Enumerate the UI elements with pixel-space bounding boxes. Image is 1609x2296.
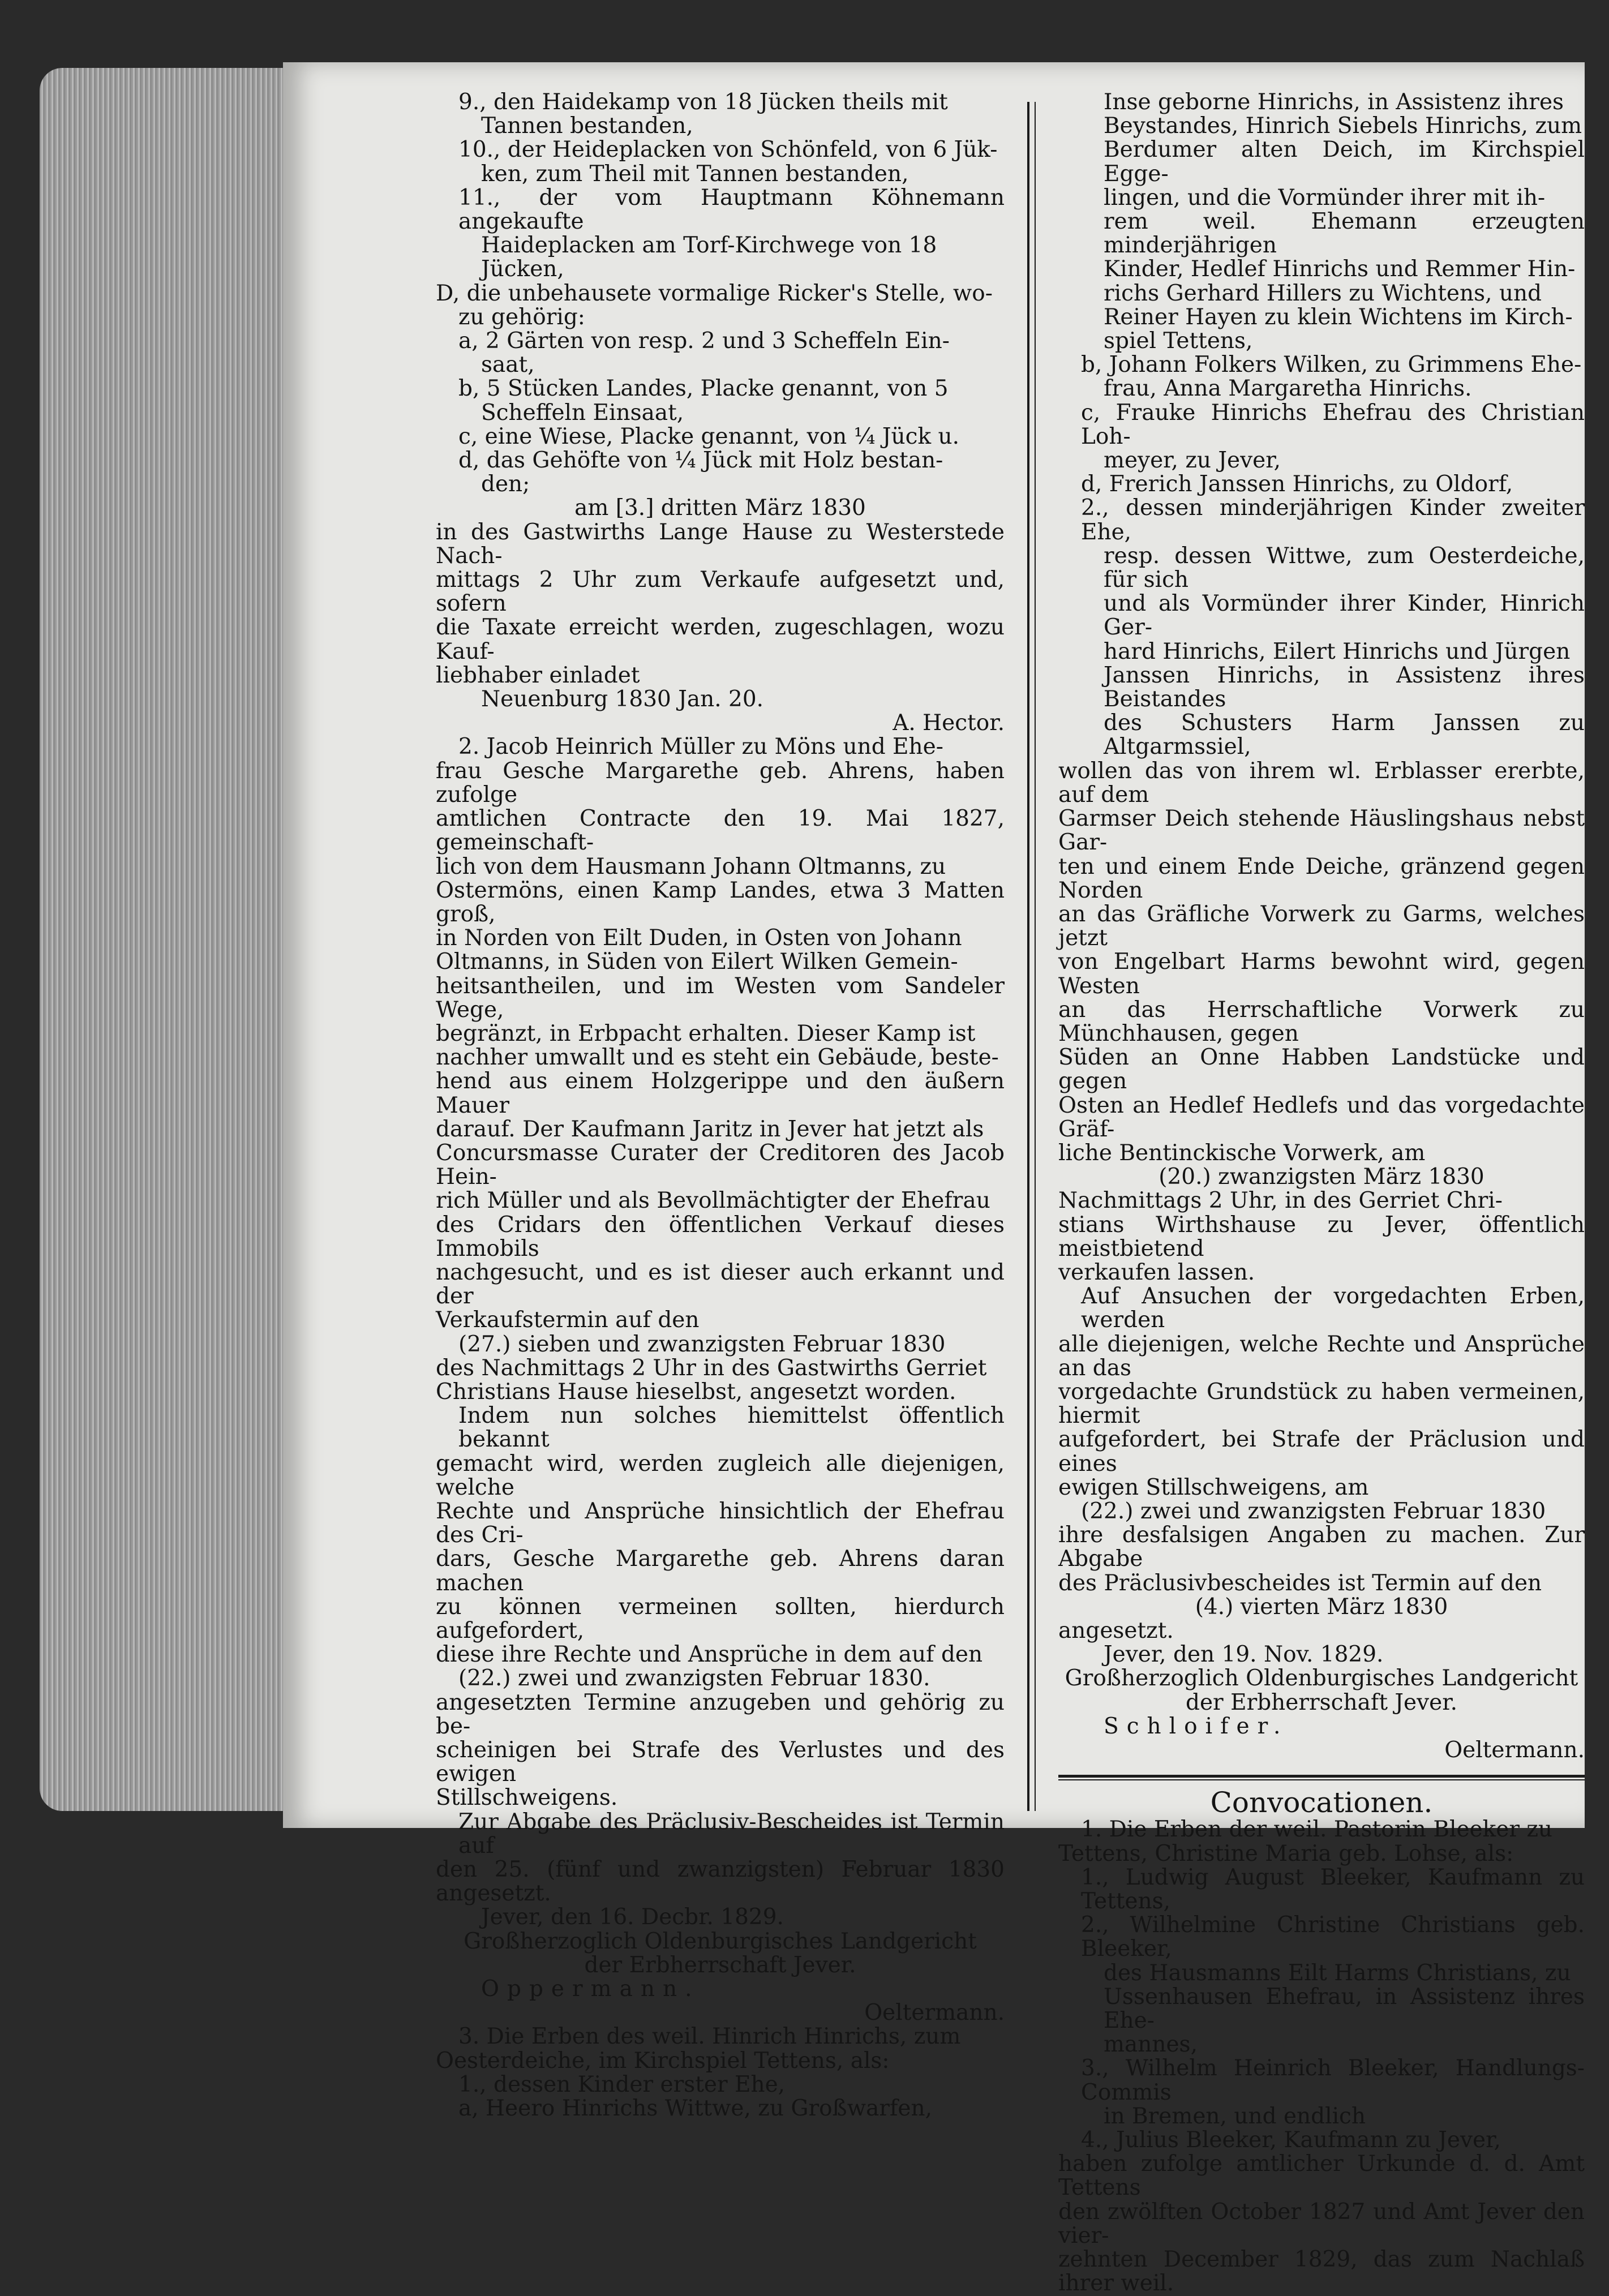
text-line: Verkaufstermin auf den: [436, 1307, 700, 1333]
text-line: saat,: [481, 352, 535, 378]
text-line: 2., dessen minderjährigen Kinder zweiter Ehe,: [1081, 495, 1585, 545]
text-line: d, Frerich Janssen Hinrichs, zu Oldorf,: [1081, 471, 1513, 497]
text-line: (4.) vierten März 1830: [1195, 1594, 1448, 1620]
text-line: richs Gerhard Hillers zu Wichtens, und: [1104, 280, 1542, 306]
text-line: A. Hector.: [893, 710, 1005, 736]
text-line: (27.) sieben und zwanzigsten Februar 1830: [458, 1331, 946, 1357]
text-line: Christians Hause hieselbst, angesetzt worden.: [436, 1379, 956, 1405]
text-line: amtlichen Contracte den 19. Mai 1827, gemeinschaft-: [436, 806, 1005, 856]
text-line: des Nachmittags 2 Uhr in des Gastwirths Gerriet: [436, 1355, 987, 1381]
text-line: liche Bentinckische Vorwerk, am: [1058, 1140, 1426, 1166]
text-line: Tannen bestanden,: [481, 113, 693, 139]
text-line: an das Gräfliche Vorwerk zu Garms, welches jetzt: [1058, 901, 1585, 951]
text-line: gemacht wird, werden zugleich alle diejenigen, welche: [436, 1450, 1005, 1500]
text-line: Inse geborne Hinrichs, in Assistenz ihres: [1104, 89, 1564, 115]
text-line: Osten an Hedlef Hedlefs und das vorgedachte Gräf-: [1058, 1092, 1585, 1142]
text-line: Tettens, Christine Maria geb. Lohse, als:: [1058, 1840, 1514, 1866]
text-line: Auf Ansuchen der vorgedachten Erben, werden: [1081, 1284, 1585, 1333]
text-line: D, die unbehausete vormalige Ricker's Stelle, wo-: [436, 280, 993, 306]
text-line: darauf. Der Kaufmann Jaritz in Jever hat jetzt als: [436, 1116, 984, 1142]
text-line: und als Vormünder ihrer Kinder, Hinrich Ger-: [1104, 591, 1585, 641]
text-line: des Hausmanns Eilt Harms Christians, zu: [1104, 1960, 1571, 1986]
text-line: zu können vermeinen sollten, hierdurch aufgefordert,: [436, 1594, 1005, 1643]
text-line: den 25. (fünf und zwanzigsten) Februar 1830 angesetzt.: [436, 1857, 1005, 1907]
text-line: an das Herrschaftliche Vorwerk zu Münchhausen, gegen: [1058, 997, 1585, 1046]
text-line: den zwölften October 1827 und Amt Jever den vier-: [1058, 2199, 1585, 2248]
text-line: Großherzoglich Oldenburgisches Landgericht: [464, 1928, 977, 1954]
text-line: Oltmanns, in Süden von Eilert Wilken Gemein-: [436, 949, 958, 975]
text-line: in Bremen, und endlich: [1104, 2103, 1366, 2129]
text-line: nachher umwallt und es steht ein Gebäude, beste-: [436, 1045, 999, 1071]
text-line: verkaufen lassen.: [1058, 1259, 1255, 1285]
text-line: stians Wirthshause zu Jever, öffentlich meistbietend: [1058, 1212, 1585, 1261]
text-line: scheinigen bei Strafe des Verlustes und des ewigen: [436, 1737, 1005, 1787]
text-line: Indem nun solches hiemittelst öffentlich bekannt: [458, 1403, 1005, 1453]
text-line: b, Johann Folkers Wilken, zu Grimmens Ehe-: [1081, 352, 1582, 378]
text-line: haben zufolge amtlicher Urkunde d. d. Amt Tettens: [1058, 2151, 1585, 2201]
text-line: des Präclusivbescheides ist Termin auf den: [1058, 1570, 1542, 1596]
text-line: Jücken,: [481, 256, 564, 282]
text-line: nachgesucht, und es ist dieser auch erkannt und der: [436, 1259, 1005, 1310]
text-line: Nachmittags 2 Uhr, in des Gerriet Chri-: [1058, 1188, 1503, 1214]
text-line: diese ihre Rechte und Ansprüche in dem auf den: [436, 1642, 983, 1668]
text-line: rem weil. Ehemann erzeugten minderjährigen: [1104, 209, 1585, 259]
text-line: Oeltermann.: [864, 2000, 1005, 2026]
text-line: mittags 2 Uhr zum Verkaufe aufgesetzt und, sofern: [436, 567, 1005, 617]
text-line: a, 2 Gärten von resp. 2 und 3 Scheffeln Ein-: [458, 328, 950, 354]
text-line: lingen, und die Vormünder ihrer mit ih-: [1104, 184, 1546, 211]
right-column: [1058, 91, 1585, 2295]
text-line: Beystandes, Hinrich Siebels Hinrichs, zum: [1104, 113, 1582, 139]
text-line: Ostermöns, einen Kamp Landes, etwa 3 Matten groß,: [436, 877, 1005, 927]
text-line: 1. Die Erben der weil. Pastorin Bleeker zu: [1081, 1817, 1553, 1843]
text-line: den;: [481, 471, 530, 497]
text-line: Zur Abgabe des Präclusiv-Bescheides ist Termin auf: [458, 1809, 1005, 1859]
text-line: Ussenhausen Ehefrau, in Assistenz ihres Ehe-: [1104, 1984, 1585, 2034]
text-line: vorgedachte Grundstück zu haben vermeinen, hiermit: [1058, 1379, 1585, 1429]
text-line: a, Heero Hinrichs Wittwe, zu Großwarfen,: [458, 2096, 932, 2122]
text-line: hend aus einem Holzgerippe und den äußern Mauer: [436, 1068, 1005, 1118]
left-column: [436, 91, 1005, 2121]
text-line: Oeltermann.: [1444, 1737, 1585, 1763]
text-line: Janssen Hinrichs, in Assistenz ihres Beistandes: [1104, 662, 1585, 713]
text-line: ten und einem Ende Deiche, gränzend gegen Norden: [1058, 853, 1585, 903]
text-line: 10., der Heideplacken von Schönfeld, von 6 Jük-: [458, 137, 998, 163]
text-line: Reiner Hayen zu klein Wichtens im Kirch-: [1104, 304, 1573, 330]
text-line: die Taxate erreicht werden, zugeschlagen, wozu Kauf-: [436, 615, 1005, 664]
text-line: meyer, zu Jever,: [1104, 448, 1281, 474]
text-line: von Engelbart Harms bewohnt wird, gegen Westen: [1058, 949, 1585, 999]
text-line: Jever, den 16. Decbr. 1829.: [481, 1904, 784, 1930]
text-line: Haideplacken am Torf-Kirchwege von 18: [481, 233, 937, 259]
text-line: der Erbherrschaft Jever.: [1186, 1689, 1457, 1715]
text-line: spiel Tettens,: [1104, 328, 1253, 354]
text-line: Neuenburg 1830 Jan. 20.: [481, 686, 764, 713]
text-line: angesetzten Termine anzugeben und gehörig zu be-: [436, 1689, 1005, 1739]
book-page-edges: [40, 68, 294, 1811]
text-line: Berdumer alten Deich, im Kirchspiel Egge-: [1104, 137, 1585, 187]
text-line: in Norden von Eilt Duden, in Osten von Johann: [436, 925, 962, 951]
text-line: Stillschweigens.: [436, 1785, 618, 1811]
text-line: frau, Anna Margaretha Hinrichs.: [1104, 376, 1472, 402]
text-line: Schloifer.: [1104, 1713, 1289, 1739]
text-line: Großherzoglich Oldenburgisches Landgericht: [1065, 1666, 1578, 1692]
text-line: d, das Gehöfte von ¼ Jück mit Holz bestan-: [458, 448, 943, 474]
text-line: Kinder, Hedlef Hinrichs und Remmer Hin-: [1104, 256, 1576, 282]
text-line: c, Frauke Hinrichs Ehefrau des Christian Loh-: [1081, 400, 1585, 449]
section-heading-convocationen: Convocationen.: [1210, 1786, 1433, 1819]
text-line: ewigen Stillschweigens, am: [1058, 1474, 1369, 1500]
text-line: Oppermann.: [481, 1976, 700, 2002]
text-line: wollen das von ihrem wl. Erblasser ererbte, auf dem: [1058, 758, 1585, 808]
text-line: rich Müller und als Bevollmächtigter der Ehefrau: [436, 1188, 990, 1214]
text-line: hard Hinrichs, Eilert Hinrichs und Jürgen: [1104, 638, 1571, 664]
column-divider: [1027, 102, 1036, 1811]
text-line: mannes,: [1104, 2032, 1198, 2058]
text-line: der Erbherrschaft Jever.: [584, 1952, 856, 1978]
text-line: zu gehörig:: [458, 304, 585, 330]
right-column-notices: [1058, 91, 1585, 1762]
text-line: Süden an Onne Habben Landstücke und gegen: [1058, 1045, 1585, 1095]
text-line: aufgefordert, bei Strafe der Präclusion und eines: [1058, 1427, 1585, 1477]
text-line: lich von dem Hausmann Johann Oltmanns, zu: [436, 853, 946, 879]
text-line: des Cridars den öffentlichen Verkauf dieses Immobils: [436, 1212, 1005, 1261]
text-line: 2., Wilhelmine Christine Christians geb. Bleeker,: [1081, 1912, 1585, 1962]
text-line: c, eine Wiese, Placke genannt, von ¼ Jück u.: [458, 423, 960, 449]
text-line: alle diejenigen, welche Rechte und Ansprüche an das: [1058, 1331, 1585, 1381]
text-line: liebhaber einladet: [436, 662, 640, 688]
text-line: zehnten December 1829, das zum Nachlaß ihrer weil.: [1058, 2247, 1585, 2296]
text-line: ken, zum Theil mit Tannen bestanden,: [481, 161, 909, 187]
text-line: am [3.] dritten März 1830: [574, 495, 866, 521]
text-line: b, 5 Stücken Landes, Placke genannt, von 5: [458, 376, 949, 402]
text-line: 3. Die Erben des weil. Hinrich Hinrichs, zum: [458, 2024, 961, 2050]
text-line: 1., dessen Kinder erster Ehe,: [458, 2071, 786, 2097]
text-line: 3., Wilhelm Heinrich Bleeker, Handlungs-Commis: [1081, 2055, 1585, 2105]
text-line: 9., den Haidekamp von 18 Jücken theils mit: [458, 89, 948, 115]
text-line: des Schusters Harm Janssen zu Altgarmssiel,: [1104, 710, 1585, 760]
text-line: Oesterdeiche, im Kirchspiel Tettens, als:: [436, 2048, 890, 2074]
text-line: frau Gesche Margarethe geb. Ahrens, haben zufolge: [436, 758, 1005, 808]
text-line: in des Gastwirths Lange Hause zu Westerstede Nach-: [436, 519, 1005, 569]
text-line: Jever, den 19. Nov. 1829.: [1104, 1642, 1384, 1668]
text-line: 4., Julius Bleeker, Kaufmann zu Jever,: [1081, 2127, 1501, 2153]
text-line: (22.) zwei und zwanzigsten Februar 1830: [1081, 1498, 1546, 1524]
text-line: (20.) zwanzigsten März 1830: [1159, 1164, 1484, 1190]
text-line: 11., der vom Hauptmann Köhnemann angekaufte: [458, 184, 1005, 235]
text-line: ihre desfalsigen Angaben zu machen. Zur Abgabe: [1058, 1522, 1585, 1572]
text-line: 1., Ludwig August Bleeker, Kaufmann zu Tettens,: [1081, 1864, 1585, 1915]
text-line: Garmser Deich stehende Häuslingshaus nebst Gar-: [1058, 806, 1585, 856]
text-line: angesetzt.: [1058, 1618, 1174, 1643]
text-line: heitsantheilen, und im Westen vom Sandeler Wege,: [436, 973, 1005, 1023]
text-line: resp. dessen Wittwe, zum Oesterdeiche, für sich: [1104, 543, 1585, 593]
text-line: dars, Gesche Margarethe geb. Ahrens daran machen: [436, 1546, 1005, 1596]
text-line: (22.) zwei und zwanzigsten Februar 1830.: [458, 1666, 930, 1692]
text-line: Concursmasse Curater der Creditoren des Jacob Hein-: [436, 1140, 1005, 1190]
text-line: Scheffeln Einsaat,: [481, 400, 684, 426]
text-line: begränzt, in Erbpacht erhalten. Dieser Kamp ist: [436, 1020, 976, 1046]
text-line: Rechte und Ansprüche hinsichtlich der Ehefrau des Cri-: [436, 1498, 1005, 1548]
section-divider: [1058, 1775, 1585, 1780]
text-line: 2. Jacob Heinrich Müller zu Möns und Ehe-: [458, 734, 943, 760]
convocation-notices: [1058, 1818, 1585, 2295]
